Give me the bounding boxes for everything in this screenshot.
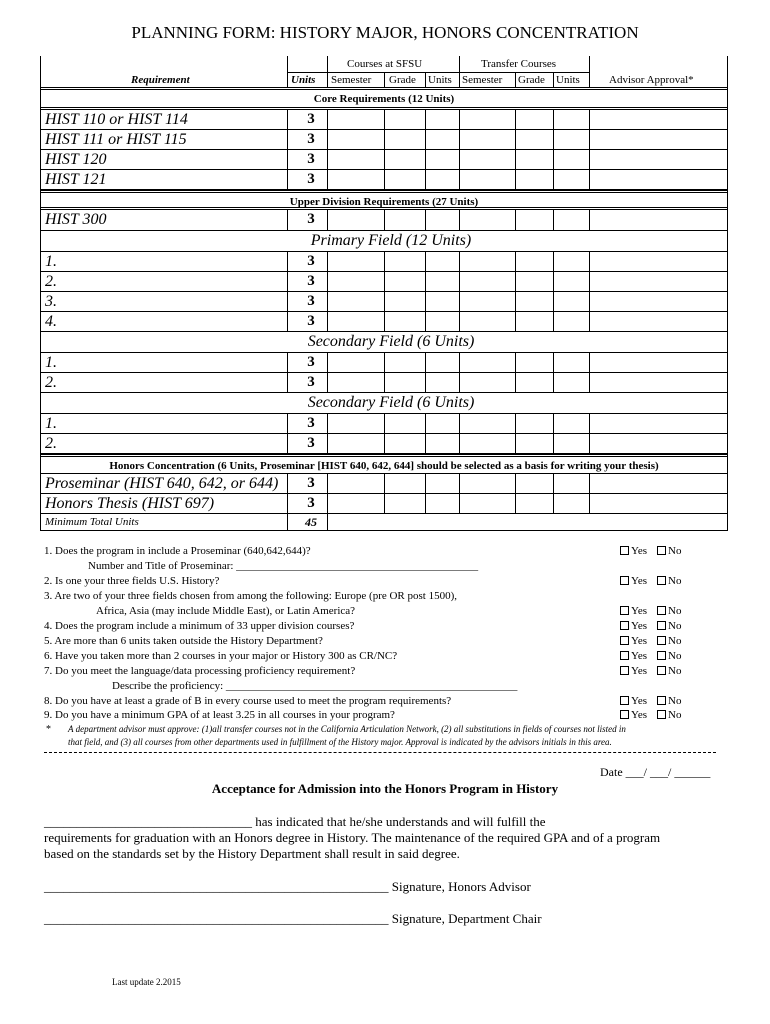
no-checkbox[interactable] — [657, 666, 666, 675]
table-cell[interactable] — [459, 150, 460, 169]
no-checkbox[interactable] — [657, 576, 666, 585]
table-cell[interactable] — [459, 312, 460, 331]
table-cell[interactable] — [384, 252, 385, 271]
yes-checkbox[interactable] — [620, 710, 629, 719]
table-cell[interactable] — [589, 494, 590, 513]
table-header — [41, 56, 727, 90]
no-checkbox[interactable] — [657, 636, 666, 645]
no-label: No — [668, 635, 682, 647]
requirement-name: HIST 120 — [45, 151, 107, 168]
table-cell[interactable] — [425, 353, 426, 372]
sfsu-grade-header: Grade — [389, 74, 416, 86]
question-q1b: Number and Title of Proseminar: ____________________________________________ — [88, 560, 479, 572]
table-cell[interactable] — [287, 252, 288, 271]
requirement-row — [41, 353, 727, 373]
question-q7b: Describe the proficiency: _____________________________________________________ — [112, 680, 518, 692]
requirement-units: 3 — [307, 313, 315, 329]
requirement-name: 2. — [45, 435, 57, 452]
requirement-name: HIST 121 — [45, 171, 107, 188]
table-cell[interactable] — [589, 434, 590, 453]
requirement-row — [41, 373, 727, 393]
requirement-name: 3. — [45, 293, 57, 310]
yes-label: Yes — [631, 545, 648, 557]
table-cell[interactable] — [384, 292, 385, 311]
no-checkbox[interactable] — [657, 696, 666, 705]
table-cell[interactable] — [553, 272, 554, 291]
table-cell[interactable] — [515, 252, 516, 271]
table-cell[interactable] — [425, 434, 426, 453]
table-cell[interactable] — [384, 130, 385, 149]
yes-checkbox[interactable] — [620, 546, 629, 555]
requirement-row — [41, 170, 727, 190]
yes-no-choice — [620, 605, 681, 617]
field-subheading-row — [41, 393, 727, 414]
question-q6: 6. Have you taken more than 2 courses in your major or History 300 as CR/NC? — [44, 650, 398, 662]
core-band: Core Requirements (12 Units) — [41, 90, 727, 110]
table-cell[interactable] — [459, 272, 460, 291]
table-cell[interactable] — [425, 312, 426, 331]
table-cell[interactable] — [459, 292, 460, 311]
question-q9: 9. Do you have a minimum GPA of at least 3.25 in all courses in your program? — [44, 709, 395, 721]
table-cell[interactable] — [553, 130, 554, 149]
minimum-total-units: 45 — [305, 515, 317, 529]
requirement-row — [41, 150, 727, 170]
yes-label: Yes — [631, 575, 648, 587]
table-cell[interactable] — [589, 353, 590, 372]
table-cell[interactable] — [589, 170, 590, 189]
yes-checkbox[interactable] — [620, 636, 629, 645]
table-cell[interactable] — [384, 150, 385, 169]
table-cell[interactable] — [553, 373, 554, 392]
question-q3b: Africa, Asia (may include Middle East), or Latin America? — [96, 605, 356, 617]
no-label: No — [668, 709, 682, 721]
table-cell[interactable] — [384, 210, 385, 230]
table-cell[interactable] — [459, 414, 460, 433]
table-cell[interactable] — [553, 292, 554, 311]
question-q7: 7. Do you meet the language/data processing proficiency requirement? — [44, 665, 356, 677]
requirement-units: 3 — [307, 293, 315, 309]
yes-no-choice — [620, 665, 681, 677]
table-cell[interactable] — [553, 414, 554, 433]
requirement-row — [41, 110, 727, 130]
yes-label: Yes — [631, 665, 648, 677]
yes-checkbox[interactable] — [620, 651, 629, 660]
table-cell[interactable] — [515, 110, 516, 129]
yes-checkbox[interactable] — [620, 606, 629, 615]
table-cell[interactable] — [287, 373, 288, 392]
table-cell[interactable] — [459, 474, 460, 493]
table-cell[interactable] — [287, 353, 288, 372]
table-cell[interactable] — [515, 170, 516, 189]
table-cell[interactable] — [425, 110, 426, 129]
table-cell[interactable] — [459, 110, 460, 129]
table-cell[interactable] — [384, 272, 385, 291]
no-label: No — [668, 695, 682, 707]
requirement-name: HIST 300 — [45, 211, 107, 228]
table-cell[interactable] — [589, 150, 590, 169]
requirement-name: 2. — [45, 273, 57, 290]
transfer-units-header: Units — [556, 74, 580, 86]
table-cell[interactable] — [384, 474, 385, 493]
table-cell[interactable] — [589, 252, 590, 271]
table-cell[interactable] — [515, 474, 516, 493]
requirement-units: 3 — [307, 435, 315, 451]
requirement-units: 3 — [307, 253, 315, 269]
table-cell[interactable] — [553, 170, 554, 189]
requirement-units: 3 — [307, 415, 315, 431]
upper-band: Upper Division Requirements (27 Units) — [41, 190, 727, 210]
table-cell[interactable] — [589, 110, 590, 129]
table-cell[interactable] — [515, 494, 516, 513]
table-cell[interactable] — [459, 130, 460, 149]
table-cell[interactable] — [384, 494, 385, 513]
requirement-name: 2. — [45, 374, 57, 391]
no-label: No — [668, 650, 682, 662]
yes-no-choice — [620, 620, 681, 632]
table-cell[interactable] — [589, 474, 590, 493]
requirement-units: 3 — [307, 354, 315, 370]
requirement-row — [41, 252, 727, 272]
table-cell[interactable] — [553, 312, 554, 331]
field-subheading-row — [41, 231, 727, 252]
question-q1: 1. Does the program in include a Proseminar (640,642,644)? — [44, 545, 311, 557]
yes-no-choice — [620, 695, 681, 707]
table-cell[interactable] — [287, 414, 288, 433]
no-label: No — [668, 605, 682, 617]
yes-label: Yes — [631, 650, 648, 662]
field-subheading: Primary Field (12 Units) — [310, 232, 472, 249]
question-q8: 8. Do you have at least a grade of B in every course used to meet the program requirements? — [44, 695, 452, 707]
yes-checkbox[interactable] — [620, 621, 629, 630]
cut-line — [44, 752, 716, 753]
requirement-row — [41, 474, 727, 494]
acceptance-line2: requirements for graduation with an Honors degree in History. The maintenance of the required GPA and of a program — [44, 830, 661, 845]
table-cell[interactable] — [553, 434, 554, 453]
table-cell[interactable] — [287, 474, 288, 493]
no-label: No — [668, 620, 682, 632]
yes-label: Yes — [631, 605, 648, 617]
table-cell[interactable] — [384, 312, 385, 331]
table-cell[interactable] — [459, 252, 460, 271]
sfsu-header: Courses at SFSU — [347, 58, 423, 70]
yes-no-choice — [620, 575, 681, 587]
table-cell[interactable] — [287, 210, 288, 230]
yes-no-choice — [620, 635, 681, 647]
acceptance-line1: ________________________________ has indicated that he/she understands and will fulfill the — [44, 814, 546, 829]
requirement-name: 1. — [45, 415, 57, 432]
table-cell[interactable] — [425, 130, 426, 149]
requirement-header: Requirement — [131, 74, 190, 86]
table-cell[interactable] — [553, 353, 554, 372]
table-cell[interactable] — [553, 474, 554, 493]
minimum-total-label: Minimum Total Units — [45, 516, 139, 528]
table-cell[interactable] — [515, 150, 516, 169]
transfer-header: Transfer Courses — [481, 58, 557, 70]
no-label: No — [668, 665, 682, 677]
sfsu-semester-header: Semester — [331, 74, 372, 86]
no-checkbox[interactable] — [657, 710, 666, 719]
table-cell[interactable] — [425, 170, 426, 189]
honors-band: Honors Concentration (6 Units, Proseminar [HIST 640, 642, 644] should be selected as a basis for writing your thesis) — [41, 454, 727, 474]
table-cell[interactable] — [425, 210, 426, 230]
field-subheading: Secondary Field (6 Units) — [307, 333, 475, 350]
no-label: No — [668, 545, 682, 557]
last-update: Last update 2.2015 — [112, 977, 181, 987]
table-cell[interactable] — [515, 210, 516, 230]
table-cell[interactable] — [459, 434, 460, 453]
footnote-star: * — [46, 724, 51, 735]
requirement-name: Proseminar (HIST 640, 642, or 644) — [45, 475, 279, 492]
requirement-row — [41, 494, 727, 514]
question-q2: 2. Is one your three fields U.S. History? — [44, 575, 220, 587]
table-cell[interactable] — [589, 130, 590, 149]
no-checkbox[interactable] — [657, 546, 666, 555]
field-subheading: Secondary Field (6 Units) — [307, 394, 475, 411]
table-cell[interactable] — [287, 494, 288, 513]
requirement-units: 3 — [307, 131, 315, 147]
table-cell[interactable] — [425, 150, 426, 169]
table-cell[interactable] — [384, 414, 385, 433]
units-header: Units — [291, 74, 316, 86]
table-cell[interactable] — [287, 312, 288, 331]
table-cell[interactable] — [425, 252, 426, 271]
table-cell[interactable] — [287, 272, 288, 291]
requirement-name: 1. — [45, 354, 57, 371]
table-cell[interactable] — [589, 312, 590, 331]
table-cell[interactable] — [459, 373, 460, 392]
question-q4: 4. Does the program include a minimum of 33 upper division courses? — [44, 620, 355, 632]
table-cell[interactable] — [459, 210, 460, 230]
signature-department-chair[interactable]: _____________________________________________________ Signature, Department Chair — [44, 911, 542, 926]
table-cell[interactable] — [515, 434, 516, 453]
table-cell[interactable] — [287, 434, 288, 453]
yes-checkbox[interactable] — [620, 576, 629, 585]
yes-checkbox[interactable] — [620, 696, 629, 705]
table-cell[interactable] — [515, 292, 516, 311]
requirement-row — [41, 210, 727, 231]
footnote-line1: A department advisor must approve: (1)all transfer courses not in the California Articulation Network, (2) all substitutions in fields of courses not listed in — [68, 724, 626, 734]
table-cell[interactable] — [287, 170, 288, 189]
table-cell[interactable] — [553, 252, 554, 271]
requirement-row — [41, 414, 727, 434]
table-cell[interactable] — [515, 373, 516, 392]
requirement-row — [41, 130, 727, 150]
requirement-units: 3 — [307, 211, 315, 227]
table-cell[interactable] — [589, 210, 590, 230]
table-cell[interactable] — [425, 494, 426, 513]
signature-honors-advisor[interactable]: _____________________________________________________ Signature, Honors Advisor — [44, 879, 531, 894]
table-cell[interactable] — [589, 373, 590, 392]
requirement-units: 3 — [307, 171, 315, 187]
table-cell[interactable] — [384, 373, 385, 392]
yes-no-choice — [620, 650, 681, 662]
question-q5: 5. Are more than 6 units taken outside the History Department? — [44, 635, 323, 647]
requirement-name: Honors Thesis (HIST 697) — [45, 495, 215, 512]
yes-label: Yes — [631, 695, 648, 707]
table-cell[interactable] — [515, 272, 516, 291]
table-cell[interactable] — [589, 292, 590, 311]
requirement-units: 3 — [307, 273, 315, 289]
table-cell[interactable] — [287, 110, 288, 129]
table-cell[interactable] — [515, 353, 516, 372]
requirement-name: HIST 111 or HIST 115 — [45, 131, 187, 148]
form-title: PLANNING FORM: HISTORY MAJOR, HONORS CONCENTRATION — [131, 23, 639, 42]
transfer-grade-header: Grade — [518, 74, 545, 86]
requirement-row — [41, 292, 727, 312]
requirement-units: 3 — [307, 111, 315, 127]
yes-no-choice — [620, 545, 681, 557]
table-cell[interactable] — [459, 494, 460, 513]
table-cell[interactable] — [459, 353, 460, 372]
sfsu-units-header: Units — [428, 74, 452, 86]
acceptance-line3: based on the standards set by the History Department shall result in said degree. — [44, 846, 460, 861]
requirement-units: 3 — [307, 151, 315, 167]
table-cell[interactable] — [425, 414, 426, 433]
table-cell[interactable] — [425, 292, 426, 311]
requirement-units: 3 — [307, 495, 315, 511]
no-checkbox[interactable] — [657, 651, 666, 660]
requirement-row — [41, 272, 727, 292]
requirement-name: 1. — [45, 253, 57, 270]
field-subheading-row — [41, 332, 727, 353]
requirements-table — [40, 56, 728, 531]
advisor-header: Advisor Approval* — [609, 74, 694, 86]
yes-no-choice — [620, 709, 681, 721]
table-cell[interactable] — [515, 414, 516, 433]
table-cell[interactable] — [384, 434, 385, 453]
no-checkbox[interactable] — [657, 606, 666, 615]
table-cell[interactable] — [589, 414, 590, 433]
table-cell[interactable] — [515, 312, 516, 331]
yes-label: Yes — [631, 620, 648, 632]
table-cell[interactable] — [553, 210, 554, 230]
table-cell[interactable] — [553, 110, 554, 129]
no-label: No — [668, 575, 682, 587]
footnote-line2: that field, and (3) all courses from other departments used in fulfillment of the History major. Approval is indicated by the advisors initials in this area. — [68, 737, 612, 747]
acceptance-title: Acceptance for Admission into the Honors Program in History — [211, 781, 559, 796]
table-cell[interactable] — [287, 150, 288, 169]
requirement-row — [41, 312, 727, 332]
table-cell[interactable] — [515, 130, 516, 149]
table-cell[interactable] — [553, 494, 554, 513]
table-cell[interactable] — [589, 272, 590, 291]
table-cell[interactable] — [459, 170, 460, 189]
date-line: Date ___/ ___/ ______ — [600, 765, 711, 779]
requirement-name: 4. — [45, 313, 57, 330]
requirement-row — [41, 434, 727, 454]
table-cell[interactable] — [425, 474, 426, 493]
table-cell[interactable] — [384, 170, 385, 189]
table-cell[interactable] — [384, 353, 385, 372]
table-cell[interactable] — [384, 110, 385, 129]
table-cell[interactable] — [287, 130, 288, 149]
yes-checkbox[interactable] — [620, 666, 629, 675]
table-cell[interactable] — [553, 150, 554, 169]
question-q3: 3. Are two of your three fields chosen from among the following: Europe (pre OR post 1500), — [44, 590, 458, 602]
minimum-total-row — [41, 514, 727, 531]
requirement-units: 3 — [307, 475, 315, 491]
yes-label: Yes — [631, 709, 648, 721]
transfer-semester-header: Semester — [462, 74, 503, 86]
table-cell[interactable] — [287, 292, 288, 311]
yes-label: Yes — [631, 635, 648, 647]
table-cell[interactable] — [425, 373, 426, 392]
no-checkbox[interactable] — [657, 621, 666, 630]
table-cell[interactable] — [425, 272, 426, 291]
requirement-units: 3 — [307, 374, 315, 390]
requirement-name: HIST 110 or HIST 114 — [45, 111, 188, 128]
